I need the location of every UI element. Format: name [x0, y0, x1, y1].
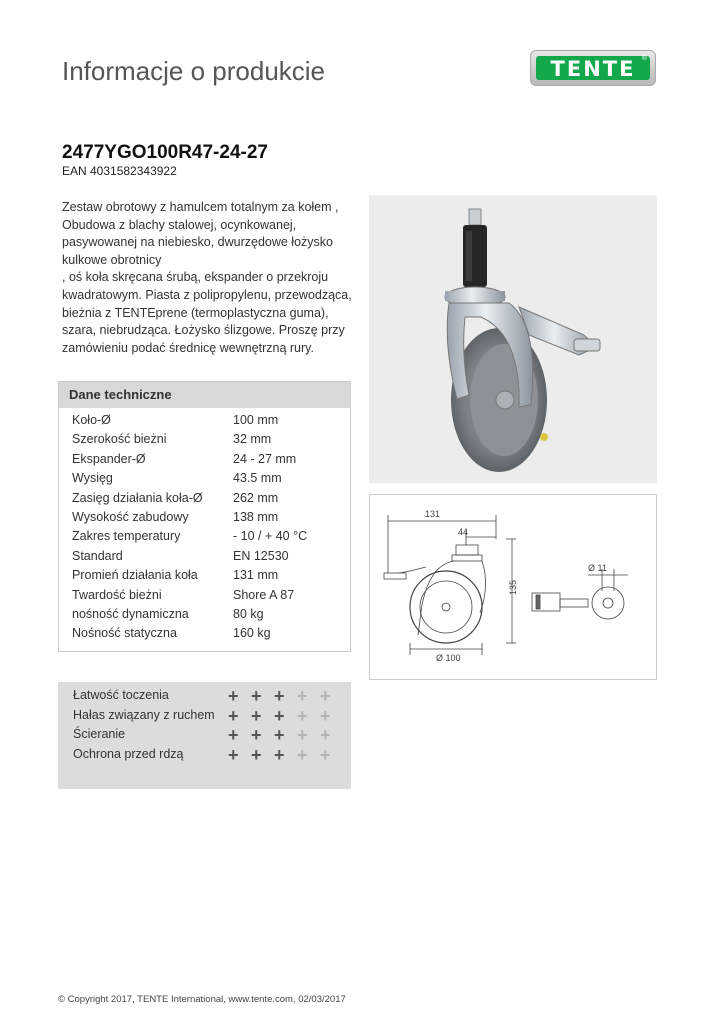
rating-plus-filled-icon: +: [251, 744, 262, 765]
rating-plus-filled-icon: +: [274, 725, 285, 745]
rating-plus-filled-icon: +: [228, 686, 239, 706]
tech-row-label: Koło-Ø: [72, 413, 111, 427]
page-title: Informacje o produkcie: [62, 56, 326, 86]
tech-row-label: Twardość bieżni: [72, 587, 162, 602]
tech-row-value: 262 mm: [233, 490, 279, 505]
rating-label: Ścieranie: [73, 727, 126, 741]
rating-plus-filled-icon: +: [251, 725, 262, 745]
tech-row-value: 80 kg: [233, 607, 264, 621]
product-description: Zestaw obrotowy z hamulcem totalnym za kołem , Obudowa z blachy stalowej, ocynkowanej, pasywowanej na niebiesko, dwurzędowe łożysko kulkowe obrotnicy , oś koła skręcana śrubą, ekspander o przekroju kwadratowym. Piasta z polipropylenu, przewodząca, bieżnia z TENTEprene (termoplastyczna guma), szara, niebrudząca. Łożysko ślizgowe. Proszę przy zamówieniu podać średnicę wewnętrzną rury.: [62, 200, 352, 355]
product-ean: EAN 4031582343922: [62, 164, 177, 178]
rating-box: [58, 682, 351, 789]
rating-plus-filled-icon: +: [228, 725, 239, 745]
rating-plus-empty-icon: +: [320, 725, 331, 745]
rating-plus-filled-icon: +: [274, 744, 285, 765]
tech-row-value: 100 mm: [233, 413, 279, 427]
rating-plus-empty-icon: +: [297, 725, 308, 745]
tech-row-label: Nośność statyczna: [72, 626, 177, 641]
tech-row-value: EN 12530: [233, 548, 289, 563]
tech-row-label: Zasięg działania koła-Ø: [72, 490, 203, 505]
tech-row-value: 32 mm: [233, 432, 272, 447]
rating-plus-filled-icon: +: [251, 705, 262, 726]
copyright-footer: © Copyright 2017, TENTE International, www.tente.com, 02/03/2017: [58, 994, 346, 1005]
tech-row-value: 24 - 27 mm: [233, 451, 297, 466]
rating-plus-empty-icon: +: [320, 705, 331, 726]
rating-plus-empty-icon: +: [320, 744, 331, 765]
rating-label: Ochrona przed rdzą: [73, 746, 184, 761]
dim-wheel-label: Ø 100: [436, 653, 461, 663]
dim-offset-label: 44: [458, 527, 469, 537]
tech-row-value: 138 mm: [233, 510, 279, 524]
tech-row-label: Wysięg: [72, 471, 113, 486]
tech-row-value: - 10 / + 40 °C: [233, 529, 308, 544]
tente-logo: [530, 50, 656, 86]
tech-row-label: Szerokość bieżni: [72, 432, 167, 447]
rating-plus-filled-icon: +: [251, 686, 262, 706]
tech-row-value: 131 mm: [233, 568, 279, 583]
rating-plus-filled-icon: +: [228, 705, 239, 726]
rating-plus-empty-icon: +: [297, 744, 308, 765]
rating-plus-empty-icon: +: [320, 686, 331, 706]
registered-mark: ®: [641, 55, 647, 62]
dim-height-label: 135: [508, 579, 518, 595]
caster-photo-icon: [369, 195, 657, 483]
technical-drawing: [369, 494, 657, 680]
rating-plus-empty-icon: +: [297, 705, 308, 726]
rating-plus-filled-icon: +: [228, 744, 239, 765]
product-photo: [369, 195, 657, 483]
rating-plus-filled-icon: +: [274, 705, 285, 726]
logo-text: TENTE: [550, 57, 636, 81]
tech-row-label: Wysokość zabudowy: [72, 510, 189, 524]
rating-plus-empty-icon: +: [297, 686, 308, 706]
technical-data-box: [58, 381, 351, 652]
tech-row-label: Zakres temperatury: [72, 529, 181, 544]
product-code: 2477YGO100R47-24-27: [62, 142, 268, 163]
rating-plus-filled-icon: +: [274, 686, 285, 706]
rating-label: Łatwość toczenia: [73, 688, 169, 702]
technical-data-heading: Dane techniczne: [59, 382, 350, 408]
tech-row-label: Standard: [72, 548, 123, 563]
tech-row-label: Promień działania koła: [72, 568, 198, 583]
tech-row-value: 160 kg: [233, 626, 271, 641]
tech-row-label: Ekspander-Ø: [72, 451, 146, 466]
rating-label: Hałas związany z ruchem: [73, 707, 215, 722]
dim-stem-label: Ø 11: [588, 563, 607, 573]
tech-row-value: 43.5 mm: [233, 471, 282, 486]
dim-width-label: 131: [425, 509, 441, 519]
tech-row-label: nośność dynamiczna: [72, 607, 189, 621]
tech-row-value: Shore A 87: [233, 587, 295, 602]
